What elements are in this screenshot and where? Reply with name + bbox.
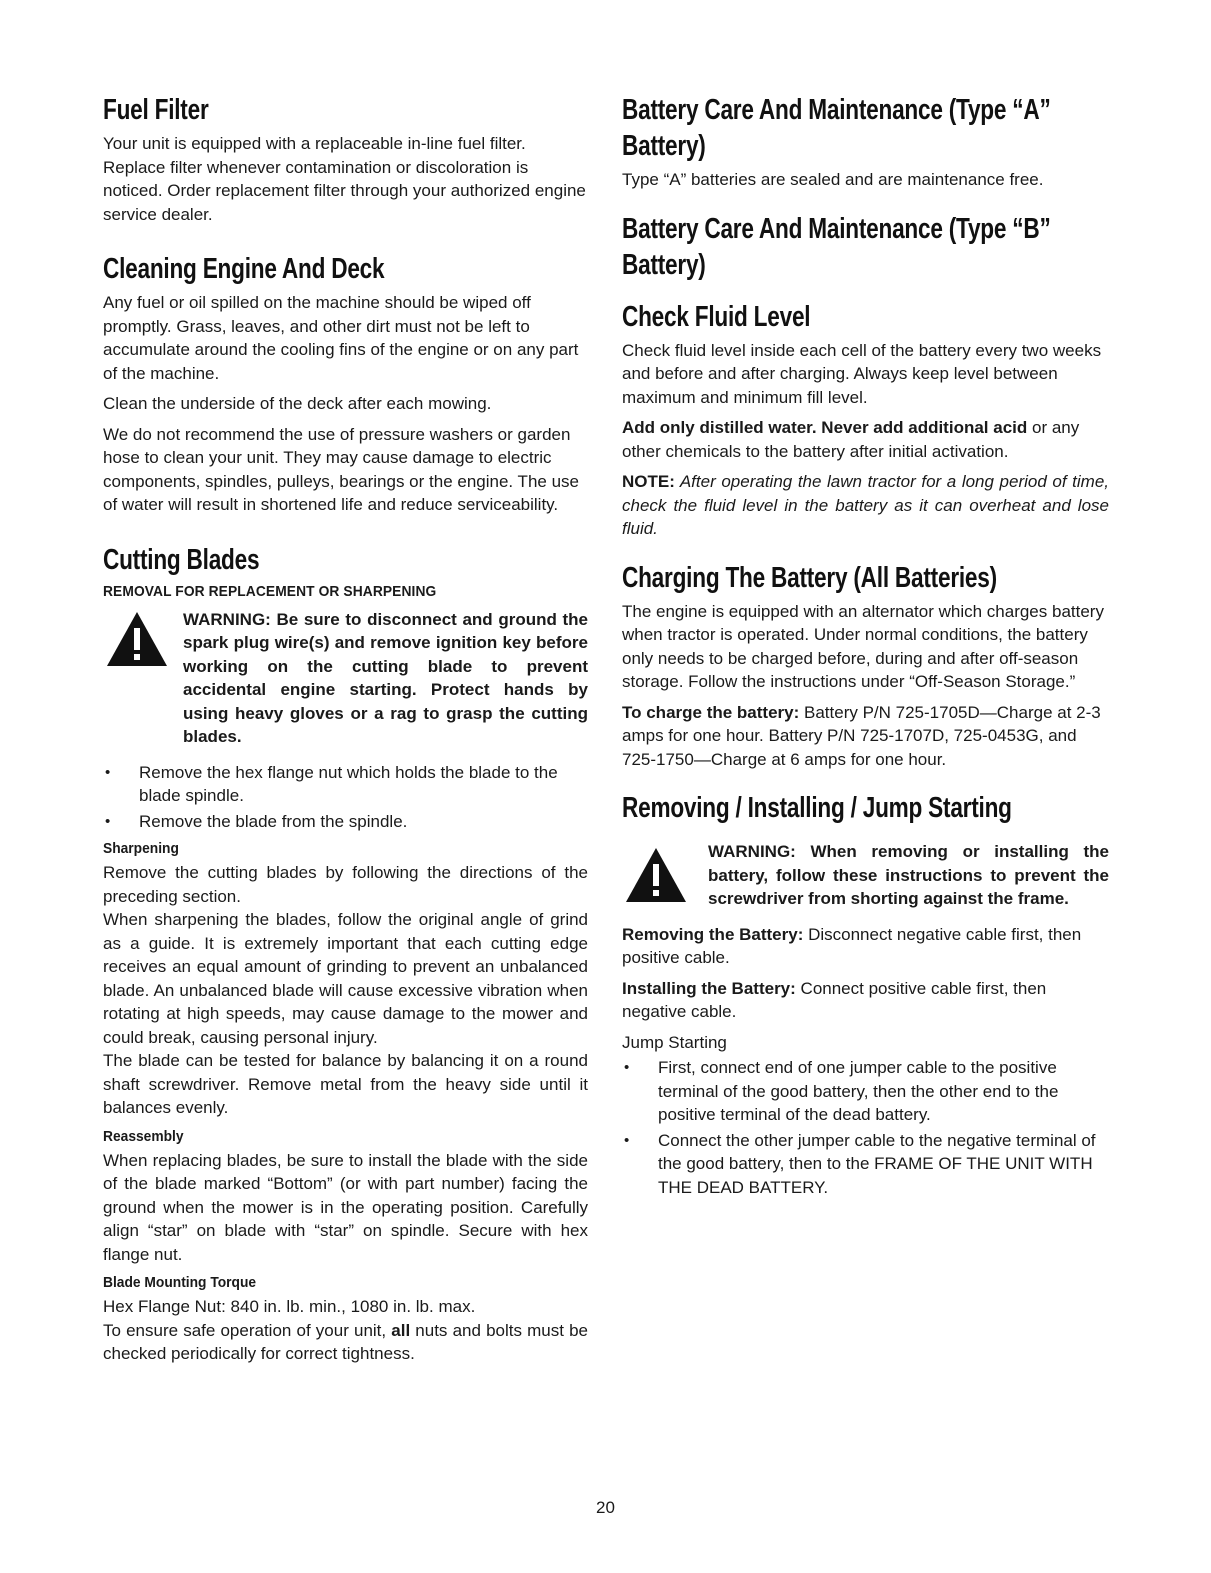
list-item: • Connect the other jumper cable to the negative terminal of the good battery, then to the FRAME OF THE UNIT WITH THE DEAD BATTERY. bbox=[624, 1130, 1096, 1197]
heading-check-fluid: Check Fluid Level bbox=[622, 300, 811, 333]
heading-cleaning: Cleaning Engine And Deck bbox=[103, 253, 385, 285]
heading-sharpening: Sharpening bbox=[103, 840, 179, 857]
cleaning-text-1: Any fuel or oil spilled on the machine should be wiped off promptly. Grass, leaves, and other dirt must not be left to accumulate around the cooling fins of the engine or on any part of the machine. bbox=[103, 293, 579, 383]
list-item: • First, connect end of one jumper cable to the positive terminal of the good battery, then the other end to the positive terminal of the dead battery. bbox=[624, 1058, 1059, 1124]
blade-warning bbox=[103, 608, 588, 749]
reassembly-text: When replacing blades, be sure to install the blade with the side of the blade marked “Bottom” (or with part number) facing the ground when the mower is in the operating position. Carefully align “star” on blade with “star” on spindle. Secure with hex flange nut. bbox=[103, 1150, 588, 1264]
torque-spec: Hex Flange Nut: 840 in. lb. min., 1080 in. lb. max. bbox=[103, 1297, 476, 1316]
removing-text: Removing the Battery: Disconnect negative cable first, then positive cable. bbox=[622, 924, 1082, 967]
heading-cutting-blades: Cutting Blades bbox=[103, 543, 260, 576]
list-item: • Remove the hex flange nut which holds the blade to the blade spindle. bbox=[105, 762, 558, 805]
heading-charging: Charging The Battery (All Batteries) bbox=[622, 561, 997, 594]
blade-warning-text: WARNING: Be sure to disconnect and ground the spark plug wire(s) and remove ignition key before working on the cutting blade to prevent accidental engine starting. Protect hands by using heavy gloves or a rag to grasp the cutting blades. bbox=[183, 609, 588, 746]
battery-warning-text: WARNING: When removing or installing the battery, follow these instructions to prevent the screwdriver from shorting against the frame. bbox=[708, 842, 1109, 908]
charging-text-1: The engine is equipped with an alternator which charges battery when tractor is operated. Under normal conditions, the battery only needs to be charged before, during and after off-season storage. Follow the instructions under “Off-Season Storage.” bbox=[622, 601, 1104, 691]
warning-triangle-icon bbox=[105, 610, 169, 668]
right-column bbox=[622, 92, 1109, 1205]
fluid-text-1: Check fluid level inside each cell of the battery every two weeks and before and after charging. Always keep level between maximum and minimum fill level. bbox=[622, 340, 1102, 407]
charging-text-2: To charge the battery: Battery P/N 725-1705D—Charge at 2-3 amps for one hour. Battery P/N 725-1707D, 725-0453G, and 725-1750—Charge at 6 amps for one hour. bbox=[622, 702, 1101, 769]
installing-text: Installing the Battery: Connect positive cable first, then negative cable. bbox=[622, 978, 1047, 1021]
left-column bbox=[103, 92, 588, 1373]
fluid-note: NOTE: After operating the lawn tractor for a long period of time, check the fluid level in the battery as it can overheat and lose fluid. bbox=[622, 472, 1109, 538]
page-number: 20 bbox=[596, 1498, 615, 1517]
jump-steps bbox=[622, 1056, 1109, 1199]
heading-battery-b: Battery Care And Maintenance (Type “B” Battery) bbox=[622, 212, 1051, 281]
warning-triangle-icon bbox=[624, 846, 688, 904]
heading-fuel-filter: Fuel Filter bbox=[103, 94, 209, 126]
heading-battery-a: Battery Care And Maintenance (Type “A” Battery) bbox=[622, 94, 1051, 162]
heading-removing: Removing / Installing / Jump Starting bbox=[622, 792, 1012, 824]
sharpening-text-2: When sharpening the blades, follow the original angle of grind as a guide. It is extremely important that each cutting edge receives an equal amount of grinding to prevent an unbalanced blade. An unbalanced blade will cause excessive vibration when rotating at high speeds, may cause damage to the mower and could break, causing personal injury. bbox=[103, 910, 588, 1047]
sharpening-text-1: Remove the cutting blades by following the directions of the preceding section. bbox=[103, 863, 588, 906]
removal-steps bbox=[103, 761, 588, 834]
heading-blade-torque: Blade Mounting Torque bbox=[103, 1274, 257, 1291]
battery-a-text: Type “A” batteries are sealed and are maintenance free. bbox=[622, 170, 1044, 189]
cleaning-text-2: Clean the underside of the deck after each mowing. bbox=[103, 394, 492, 413]
torque-text: To ensure safe operation of your unit, all nuts and bolts must be checked periodically for correct tightness. bbox=[103, 1320, 588, 1363]
list-item: • Remove the blade from the spindle. bbox=[105, 811, 408, 831]
sharpening-text-3: The blade can be tested for balance by balancing it on a round shaft screwdriver. Remove metal from the heavy side until it balances evenly. bbox=[103, 1051, 588, 1117]
fuel-filter-text: Your unit is equipped with a replaceable in-line fuel filter. Replace filter whenever contamination or discoloration is noticed. Order replacement filter through your authorized engine service dealer. bbox=[103, 134, 586, 224]
battery-warning bbox=[622, 840, 1109, 911]
jump-starting-label: Jump Starting bbox=[622, 1032, 727, 1052]
cleaning-text-3: We do not recommend the use of pressure washers or garden hose to clean your unit. They may cause damage to electric components, spindles, pulleys, bearings or the engine. The use of water will result in shortened life and reduce serviceability. bbox=[103, 424, 579, 514]
fluid-text-2: Add only distilled water. Never add additional acid or any other chemicals to the battery after initial activation. bbox=[622, 418, 1080, 461]
heading-reassembly: Reassembly bbox=[103, 1127, 184, 1145]
subheading-removal: REMOVAL FOR REPLACEMENT OR SHARPENING bbox=[103, 582, 437, 600]
